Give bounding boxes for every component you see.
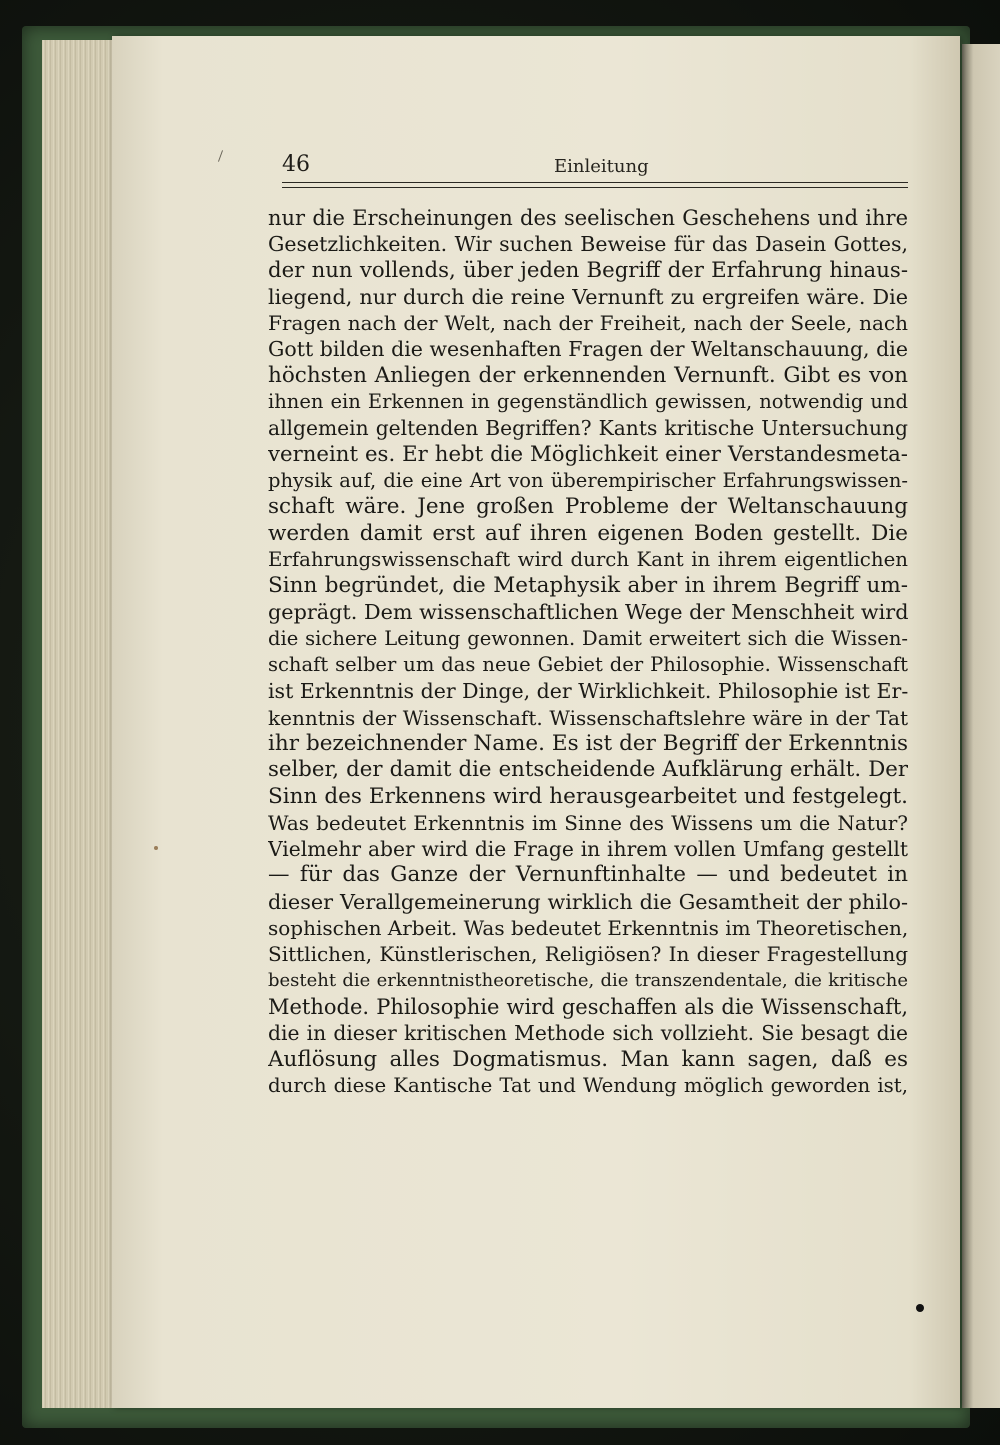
text-line: besteht die erkenntnistheoretische, die transzendentale, die kritische [268,969,908,991]
text-line: allgemein geltenden Begriffen? Kants kritische Untersuchung [268,416,908,441]
text-line: Fragen nach der Welt, nach der Freiheit, nach der Seele, nach [268,311,908,336]
text-line: ihnen ein Erkennen in gegenständlich gewissen, notwendig und [268,390,908,414]
page-number: 46 [282,152,310,177]
text-line: der nun vollends, über jeden Begriff der Erfahrung hinaus- [268,257,908,283]
running-title: Einleitung [554,156,649,177]
text-line: ihr bezeichnender Name. Es ist der Begriff der Erkenntnis [268,730,908,756]
text-line: schaft wäre. Jene großen Probleme der Weltanschauung [268,494,908,520]
text-line: schaft selber um das neue Gebiet der Philosophie. Wissenschaft [268,653,908,677]
page-header [282,152,908,192]
text-line: werden damit erst auf ihren eigenen Boden gestellt. Die [268,520,908,546]
text-line: die sichere Leitung gewonnen. Damit erweitert sich die Wissen- [268,626,908,650]
header-rule [282,182,908,188]
text-line: Was bedeutet Erkenntnis im Sinne des Wissens um die Natur? [268,810,908,835]
text-line: — für das Ganze der Vernunftinhalte — und bedeutet in [268,862,908,888]
text-line: physik auf, die eine Art von überempirischer Erfahrungswissen- [268,468,908,492]
text-line: die in dieser kritischen Methode sich vollzieht. Sie besagt die [268,1021,908,1046]
ink-dot [916,1304,924,1312]
text-line: kenntnis der Wissenschaft. Wissenschaftslehre wäre in der Tat [268,705,908,730]
text-line: Vielmehr aber wird die Frage in ihrem vollen Umfang gestellt [268,837,908,862]
text-line: selber, der damit die entscheidende Aufklärung erhält. Der [268,757,908,783]
text-line: Methode. Philosophie wird geschaffen als die Wissenschaft, [268,994,908,1019]
text-line: ist Erkenntnis der Dinge, der Wirklichkeit. Philosophie ist Er- [268,679,908,704]
text-line: Gott bilden die wesenhaften Fragen der Weltanschauung, die [268,337,908,362]
body-text [268,205,908,1099]
text-line: dieser Verallgemeinerung wirklich die Gesamtheit der philo- [268,889,908,914]
text-line: Sinn begründet, die Metaphysik aber in ihrem Begriff um- [268,573,908,599]
text-line: Sinn des Erkennens wird herausgearbeitet und festgelegt. [268,783,908,809]
text-line: durch diese Kantische Tat und Wendung möglich geworden ist, [268,1073,908,1097]
text-line: verneint es. Er hebt die Möglichkeit einer Verstandesmeta- [268,441,908,467]
text-line: Erfahrungswissenschaft wird durch Kant in ihrem eigentlichen [268,547,908,571]
paper-speck [154,846,158,850]
text-line: höchsten Anliegen der erkennenden Vernunft. Gibt es von [268,362,908,388]
text-line: sophischen Arbeit. Was bedeutet Erkenntnis im Theoretischen, [268,916,908,941]
text-line: Auflösung alles Dogmatismus. Man kann sagen, daß es [268,1046,908,1072]
text-line: geprägt. Dem wissenschaftlichen Wege der Menschheit wird [268,600,908,625]
text-line: liegend, nur durch die reine Vernunft zu ergreifen wäre. Die [268,284,908,309]
facing-page-edge [962,44,1000,1408]
text-line: nur die Erscheinungen des seelischen Geschehens und ihre [268,206,908,230]
text-line: Sittlichen, Künstlerischen, Religiösen? In dieser Fragestellung [268,942,908,967]
text-line: Gesetzlichkeiten. Wir suchen Beweise für das Dasein Gottes, [268,232,908,257]
